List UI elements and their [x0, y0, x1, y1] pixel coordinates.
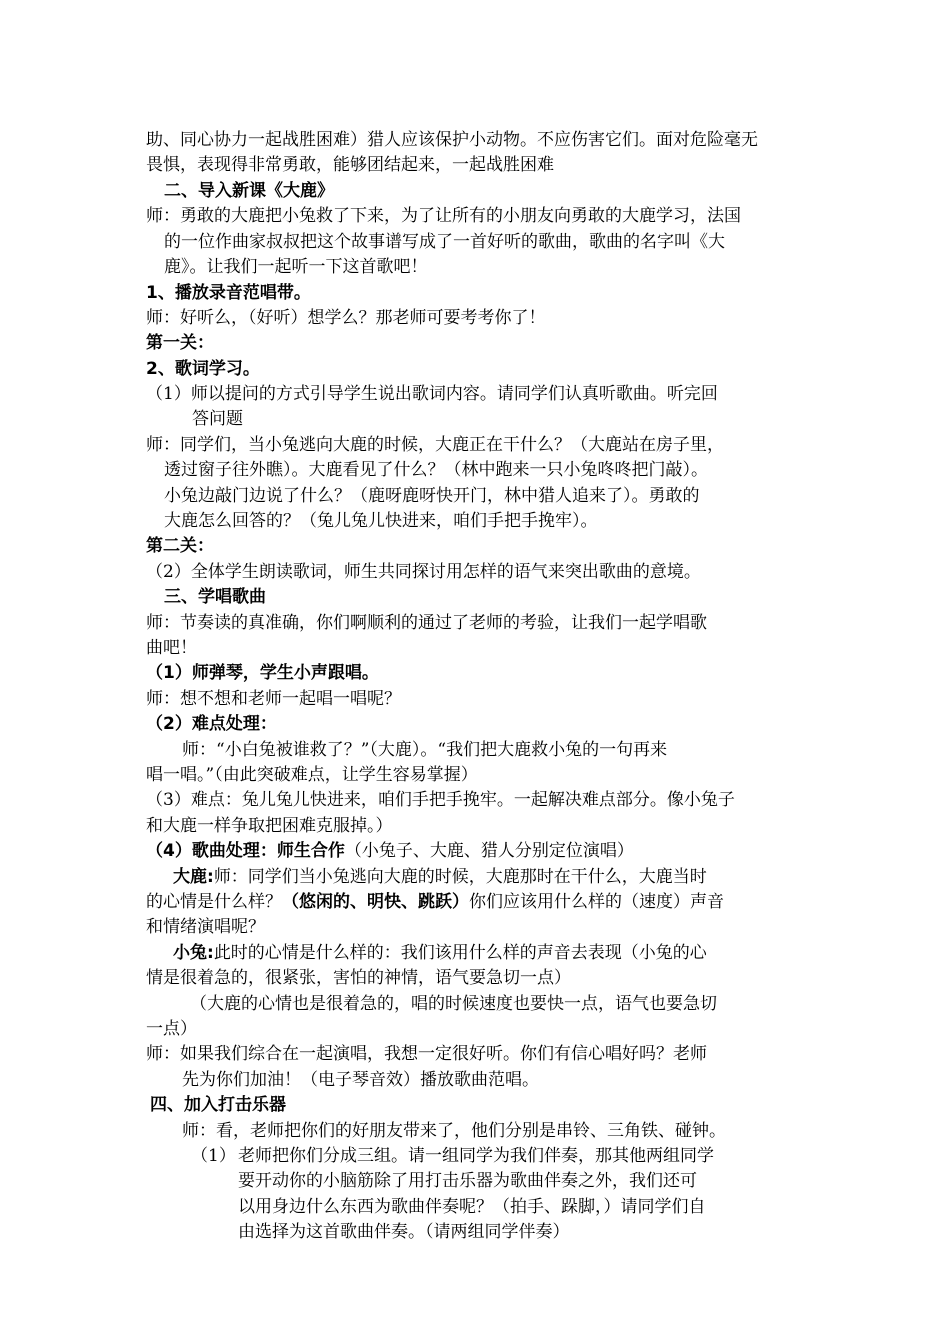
paragraph-line: 曲吧！	[146, 638, 197, 658]
paragraph-line: 以用身边什么东西为歌曲伴奏呢？（拍手、跺脚，）请同学们自	[238, 1197, 706, 1217]
step-heading: 2、歌词学习。	[146, 359, 260, 379]
paragraph-line: （3）难点：兔儿兔儿快进来，咱们手把手挽牢。一起解决难点部分。像小兔子	[146, 790, 735, 810]
paragraph-line: 要开动你的小脑筋除了用打击乐器为歌曲伴奏之外，我们还可	[238, 1171, 697, 1191]
step-heading: 1、播放录音范唱带。	[146, 283, 311, 303]
paragraph-line: 师：节奏读的真准确，你们啊顺利的通过了老师的考验，让我们一起学唱歌	[146, 613, 707, 633]
emphasis-text: （悠闲的、明快、跳跃）	[282, 892, 469, 912]
paragraph-line: 师：好听么，（好听）想学么？那老师可要考考你了！	[146, 308, 546, 328]
paragraph-line: （2）全体学生朗读歌词，师生共同探讨用怎样的语气来突出歌曲的意境。	[146, 562, 701, 582]
inline-text: 你们应该用什么样的（速度）声音	[469, 892, 724, 912]
level-heading: 第二关：	[146, 536, 214, 556]
paragraph-line: 老师把你们分成三组。请一组同学为我们伴奏，那其他两组同学	[238, 1146, 714, 1166]
paragraph-line: 鹿》。让我们一起听一下这首歌吧！	[164, 257, 428, 277]
step-heading: （1）师弹琴，学生小声跟唱。	[146, 663, 379, 683]
paragraph-line: 先为你们加油！（电子琴音效）播放歌曲范唱。	[182, 1070, 539, 1090]
section-heading: 三、学唱歌曲	[164, 587, 266, 607]
paragraph-line	[173, 941, 707, 965]
paragraph-line: 一点）	[146, 1019, 197, 1039]
paragraph-line: 唱一唱。”（由此突破难点，让学生容易掌握）	[146, 765, 478, 785]
paragraph-line: 师：“小白兔被谁救了？”（大鹿）。“我们把大鹿救小兔的一句再来	[182, 740, 668, 760]
paragraph-line: （1）师以提问的方式引导学生说出歌词内容。请同学们认真听歌曲。听完回	[146, 384, 718, 404]
paragraph-line: 和大鹿一样争取把困难克服掉。）	[146, 816, 393, 836]
role-label: 小兔:	[173, 943, 214, 963]
paragraph-line	[146, 839, 634, 863]
paragraph-line: 师：看，老师把你们的好朋友带来了，他们分别是串铃、三角铁、碰钟。	[182, 1121, 726, 1141]
paragraph-line: （大鹿的心情也是很着急的，唱的时候速度也要快一点，语气也要急切	[190, 994, 717, 1014]
section-heading: 四、加入打击乐器	[150, 1095, 286, 1115]
paragraph-line: 畏惧，表现得非常勇敢，能够团结起来，一起战胜困难	[146, 155, 554, 175]
step-heading-inline: （4）歌曲处理：师生合作	[146, 841, 345, 861]
inline-note: （小兔子、大鹿、猎人分别定位演唱）	[344, 841, 634, 861]
step-heading: （2）难点处理：	[146, 714, 277, 734]
paragraph-line: 师：如果我们综合在一起演唱，我想一定很好听。你们有信心唱好吗？老师	[146, 1044, 707, 1064]
inline-text: 师：同学们当小兔逃向大鹿的时候，大鹿那时在干什么，大鹿当时	[213, 867, 707, 887]
paragraph-line	[173, 865, 707, 889]
paragraph-line: 大鹿怎么回答的？（兔儿兔儿快进来，咱们手把手挽牢）。	[164, 511, 598, 531]
paragraph-line	[146, 890, 724, 914]
list-marker: （1）	[191, 1146, 236, 1166]
level-heading: 第一关：	[146, 333, 214, 353]
paragraph-line: 师：勇敢的大鹿把小兔救了下来，为了让所有的小朋友向勇敢的大鹿学习，法国	[146, 206, 741, 226]
role-label: 大鹿:	[173, 867, 214, 887]
paragraph-line: 助、同心协力一起战胜困难）猎人应该保护小动物。不应伤害它们。面对危险毫无	[146, 130, 758, 150]
inline-text: 的心情是什么样？	[146, 892, 282, 912]
inline-text: 此时的心情是什么样的：我们该用什么样的声音去表现（小兔的心	[213, 943, 707, 963]
paragraph-line: 师：想不想和老师一起唱一唱呢？	[146, 689, 401, 709]
paragraph-line: 小兔边敲门边说了什么？（鹿呀鹿呀快开门，林中猎人追来了）。勇敢的	[164, 486, 700, 506]
paragraph-line: 的一位作曲家叔叔把这个故事谱写成了一首好听的歌曲，歌曲的名字叫《大	[164, 232, 725, 252]
paragraph-line: 透过窗子往外瞧）。大鹿看见了什么？（林中跑来一只小兔咚咚把门敲）。	[164, 460, 708, 480]
paragraph-line: 师：同学们，当小兔逃向大鹿的时候，大鹿正在干什么？（大鹿站在房子里，	[146, 435, 724, 455]
paragraph-line: 由选择为这首歌曲伴奏。（请两组同学伴奏）	[238, 1222, 570, 1242]
section-heading: 二、导入新课《大鹿》	[164, 181, 334, 201]
paragraph-line: 答问题	[192, 409, 243, 429]
paragraph-line: 和情绪演唱呢？	[146, 917, 265, 937]
paragraph-line: 情是很着急的，很紧张，害怕的神情，语气要急切一点）	[146, 968, 571, 988]
